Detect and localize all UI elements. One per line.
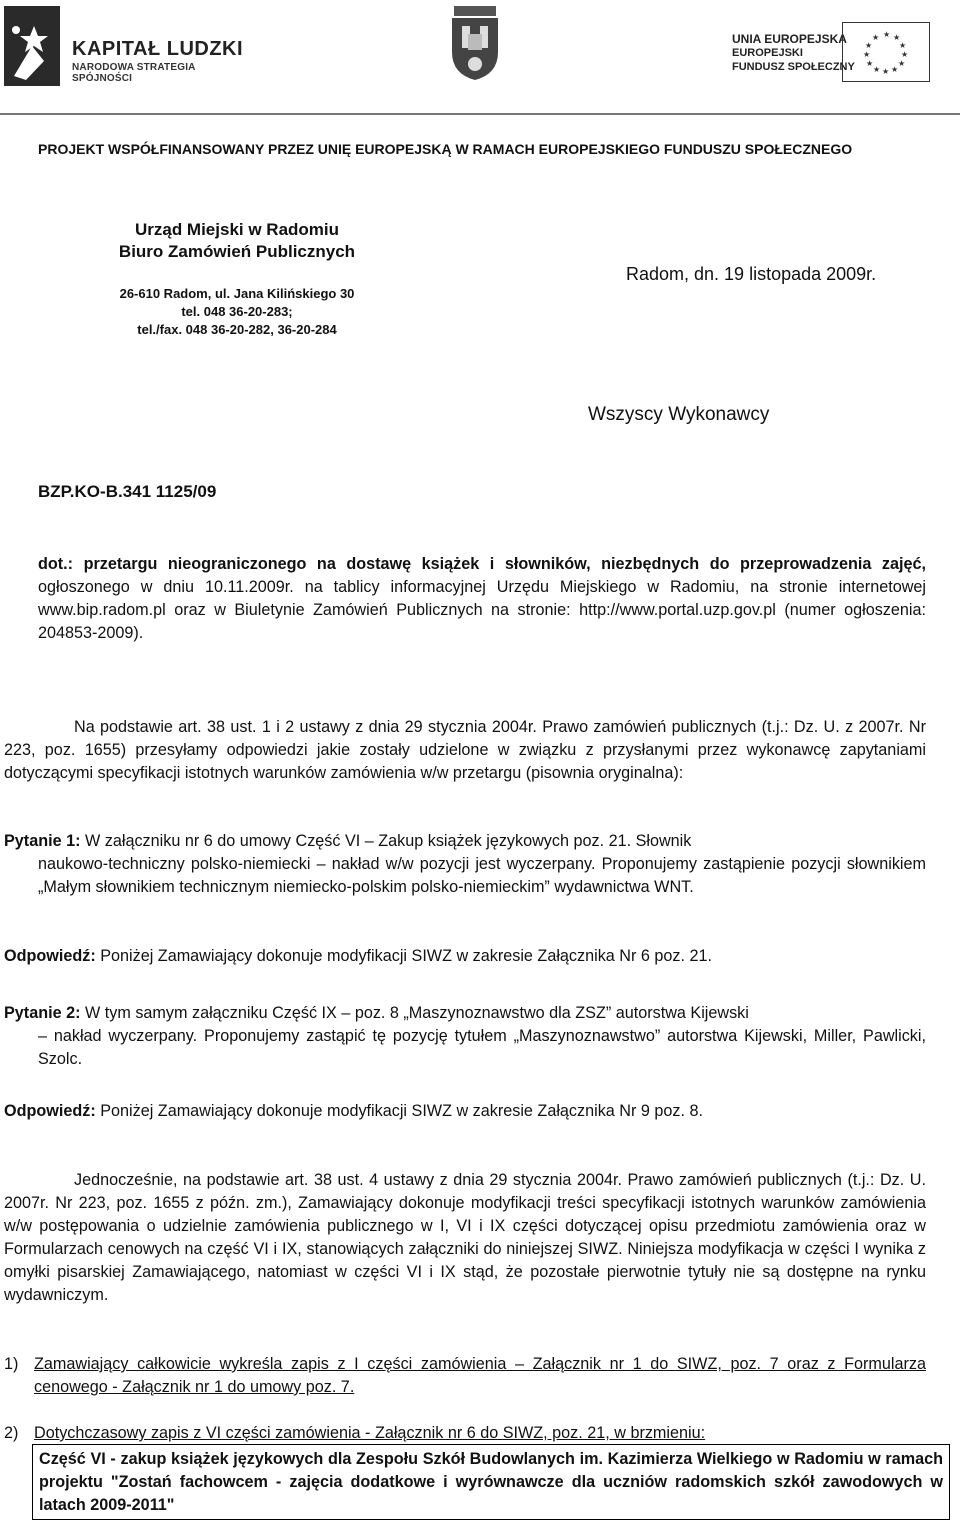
- answer-2: [4, 1100, 926, 1123]
- svg-text:★: ★: [865, 41, 873, 50]
- subject-rest: ogłoszonego w dniu 10.11.2009r. na tablicy informacyjnej Urzędu Miejskiego w Radomiu, na stronie internetowej www.bip.radom.pl oraz w Biuletynie Zamówień Publicznych na stronie: http://www.portal.uzp.gov.pl (numer ogłoszenia: 204853-2009).: [38, 578, 926, 642]
- logo-right-title: UNIA EUROPEJSKA: [732, 32, 847, 46]
- crest-icon: [448, 4, 502, 82]
- svg-text:★: ★: [872, 33, 880, 42]
- svg-text:★: ★: [893, 33, 901, 42]
- logo-left-subtitle: NARODOWA STRATEGIA SPÓJNOŚCI: [72, 62, 196, 84]
- question-1: [4, 830, 926, 899]
- answer-1-label: Odpowiedź:: [4, 947, 96, 965]
- svg-text:★: ★: [883, 30, 891, 39]
- office-address: [38, 285, 436, 339]
- header-divider: [0, 113, 960, 115]
- recipient: Wszyscy Wykonawcy: [588, 404, 770, 425]
- subject-paragraph: [38, 553, 926, 645]
- svg-text:★: ★: [866, 59, 874, 68]
- answer-1: [4, 945, 926, 968]
- answer-2-text: Poniżej Zamawiający dokonuje modyfikacji SIWZ w zakresie Załącznika Nr 9 poz. 8.: [95, 1102, 703, 1120]
- list-item-number: 2): [4, 1424, 19, 1442]
- project-line: PROJEKT WSPÓŁFINANSOWANY PRZEZ UNIĘ EUROPEJSKĄ W RAMACH EUROPEJSKIEGO FUNDUSZU SPOŁECZNEGO: [38, 141, 853, 157]
- office-name: [38, 219, 436, 263]
- letter-date: Radom, dn. 19 listopada 2009r.: [626, 264, 877, 284]
- question-2-label: Pytanie 2:: [4, 1004, 81, 1022]
- question-1-label: Pytanie 1:: [4, 832, 81, 850]
- office-address-line2: tel. 048 36-20-283;: [181, 304, 293, 319]
- svg-text:★: ★: [891, 65, 899, 74]
- eu-logo: [722, 22, 932, 84]
- office-name-line2: Biuro Zamówień Publicznych: [118, 242, 356, 261]
- radom-crest-logo: [448, 4, 502, 82]
- svg-text:★: ★: [899, 41, 907, 50]
- list-item: [4, 1422, 926, 1445]
- list-item-number: 1): [4, 1355, 19, 1373]
- svg-text:★: ★: [863, 50, 871, 59]
- answer-1-text: Poniżej Zamawiający dokonuje modyfikacji SIWZ w zakresie Załącznika Nr 6 poz. 21.: [95, 947, 712, 965]
- question-1-rest: naukowo-techniczny polsko-niemiecki – nakład w/w pozycji jest wyczerpany. Proponujemy zastąpienie pozycji słownikiem „Małym słownikiem technicznym niemiecko-polskim polsko-niemieckim” wydawnictwa WNT.: [38, 855, 926, 896]
- question-1-first: W załączniku nr 6 do umowy Część VI – Zakup książek językowych poz. 21. Słownik: [80, 832, 692, 850]
- quoted-entry-box: Część VI - zakup książek językowych dla Zespołu Szkół Budowlanych im. Kazimierza Wielkiego w Radomiu w ramach projektu "Zostań fachowcem - zajęcia dodatkowe i wyrównawcze dla uczniów radomskich szkół zawodowych w latach 2009-2011": [32, 1444, 950, 1520]
- question-2-first: W tym samym załączniku Część IX – poz. 8 „Maszynoznawstwo dla ZSZ” autorstwa Kijewski: [80, 1004, 749, 1022]
- office-name-line1: Urząd Miejski w Radomiu: [134, 220, 340, 239]
- question-2: [4, 1002, 926, 1071]
- list-item-text: Dotychczasowy zapis z VI części zamówienia - Załącznik nr 6 do SIWZ, poz. 21, w brzmieniu:: [34, 1424, 706, 1442]
- list-item: [4, 1353, 926, 1399]
- logo-right-line3: FUNDUSZ SPOŁECZNY: [732, 61, 855, 73]
- question-2-rest: – nakład wyczerpany. Proponujemy zastąpić tę pozycję tytułem „Maszynoznawstwo” autorstwa Kijewski, Miller, Pawlicki, Szolc.: [38, 1027, 926, 1068]
- svg-text:★: ★: [882, 67, 890, 76]
- eu-flag-icon: [842, 22, 930, 82]
- logo-left-title: KAPITAŁ LUDZKI: [72, 38, 244, 60]
- reference-number: BZP.KO-B.341 1125/09: [38, 482, 217, 501]
- svg-text:★: ★: [898, 59, 906, 68]
- list-item-text: Zamawiający całkowicie wykreśla zapis z I części zamówienia – Załącznik nr 1 do SIWZ, poz. 7 oraz z Formularza cenowego - Załącznik nr 1 do umowy poz. 7.: [34, 1355, 926, 1396]
- office-address-line3: tel./fax. 048 36-20-282, 36-20-284: [137, 322, 337, 337]
- modification-paragraph: Jednocześnie, na podstawie art. 38 ust. 4 ustawy z dnia 29 stycznia 2004r. Prawo zamówień publicznych (t.j.: Dz. U. 2007r. Nr 223, poz. 1655 z późn. zm.), Zamawiający dokonuje modyfikacji treści specyfikacji istotnych warunków zamówienia w/w postępowania o udzielnie zamówienia publicznego w I, VI i IX części dotyczącej opisu przedmiotu zamówienia oraz w Formularzach cenowych na część VI i IX, stanowiących załączniki do niniejszej SIWZ. Niniejsza modyfikacja w części I wynika z omyłki pisarskiej Zamawiającego, natomiast w części VI i IX stąd, że pozostałe pierwotnie tytuły nie są dostępne na rynku wydawniczym.: [4, 1171, 926, 1304]
- kapital-ludzki-emblem-icon: [4, 6, 60, 86]
- answer-2-label: Odpowiedź:: [4, 1102, 96, 1120]
- svg-text:★: ★: [873, 65, 881, 74]
- kapital-ludzki-logo: [4, 6, 244, 86]
- subject-lead: dot.: przetargu nieograniczonego na dostawę książek i słowników, niezbędnych do przeprowadzenia zajęć,: [38, 555, 926, 573]
- logo-right-line2: EUROPEJSKI: [732, 47, 803, 59]
- svg-text:★: ★: [901, 50, 909, 59]
- office-address-line1: 26-610 Radom, ul. Jana Kilińskiego 30: [119, 286, 355, 301]
- intro-paragraph: Na podstawie art. 38 ust. 1 i 2 ustawy z dnia 29 stycznia 2004r. Prawo zamówień publicznych (t.j.: Dz. U. z 2007r. Nr 223, poz. 1655) przesyłamy odpowiedzi jakie zostały udzielone w związku z przysłanymi przez wykonawcę zapytaniami dotyczącymi specyfikacji istotnych warunków zamówienia w/w przetargu (pisownia oryginalna):: [4, 718, 926, 782]
